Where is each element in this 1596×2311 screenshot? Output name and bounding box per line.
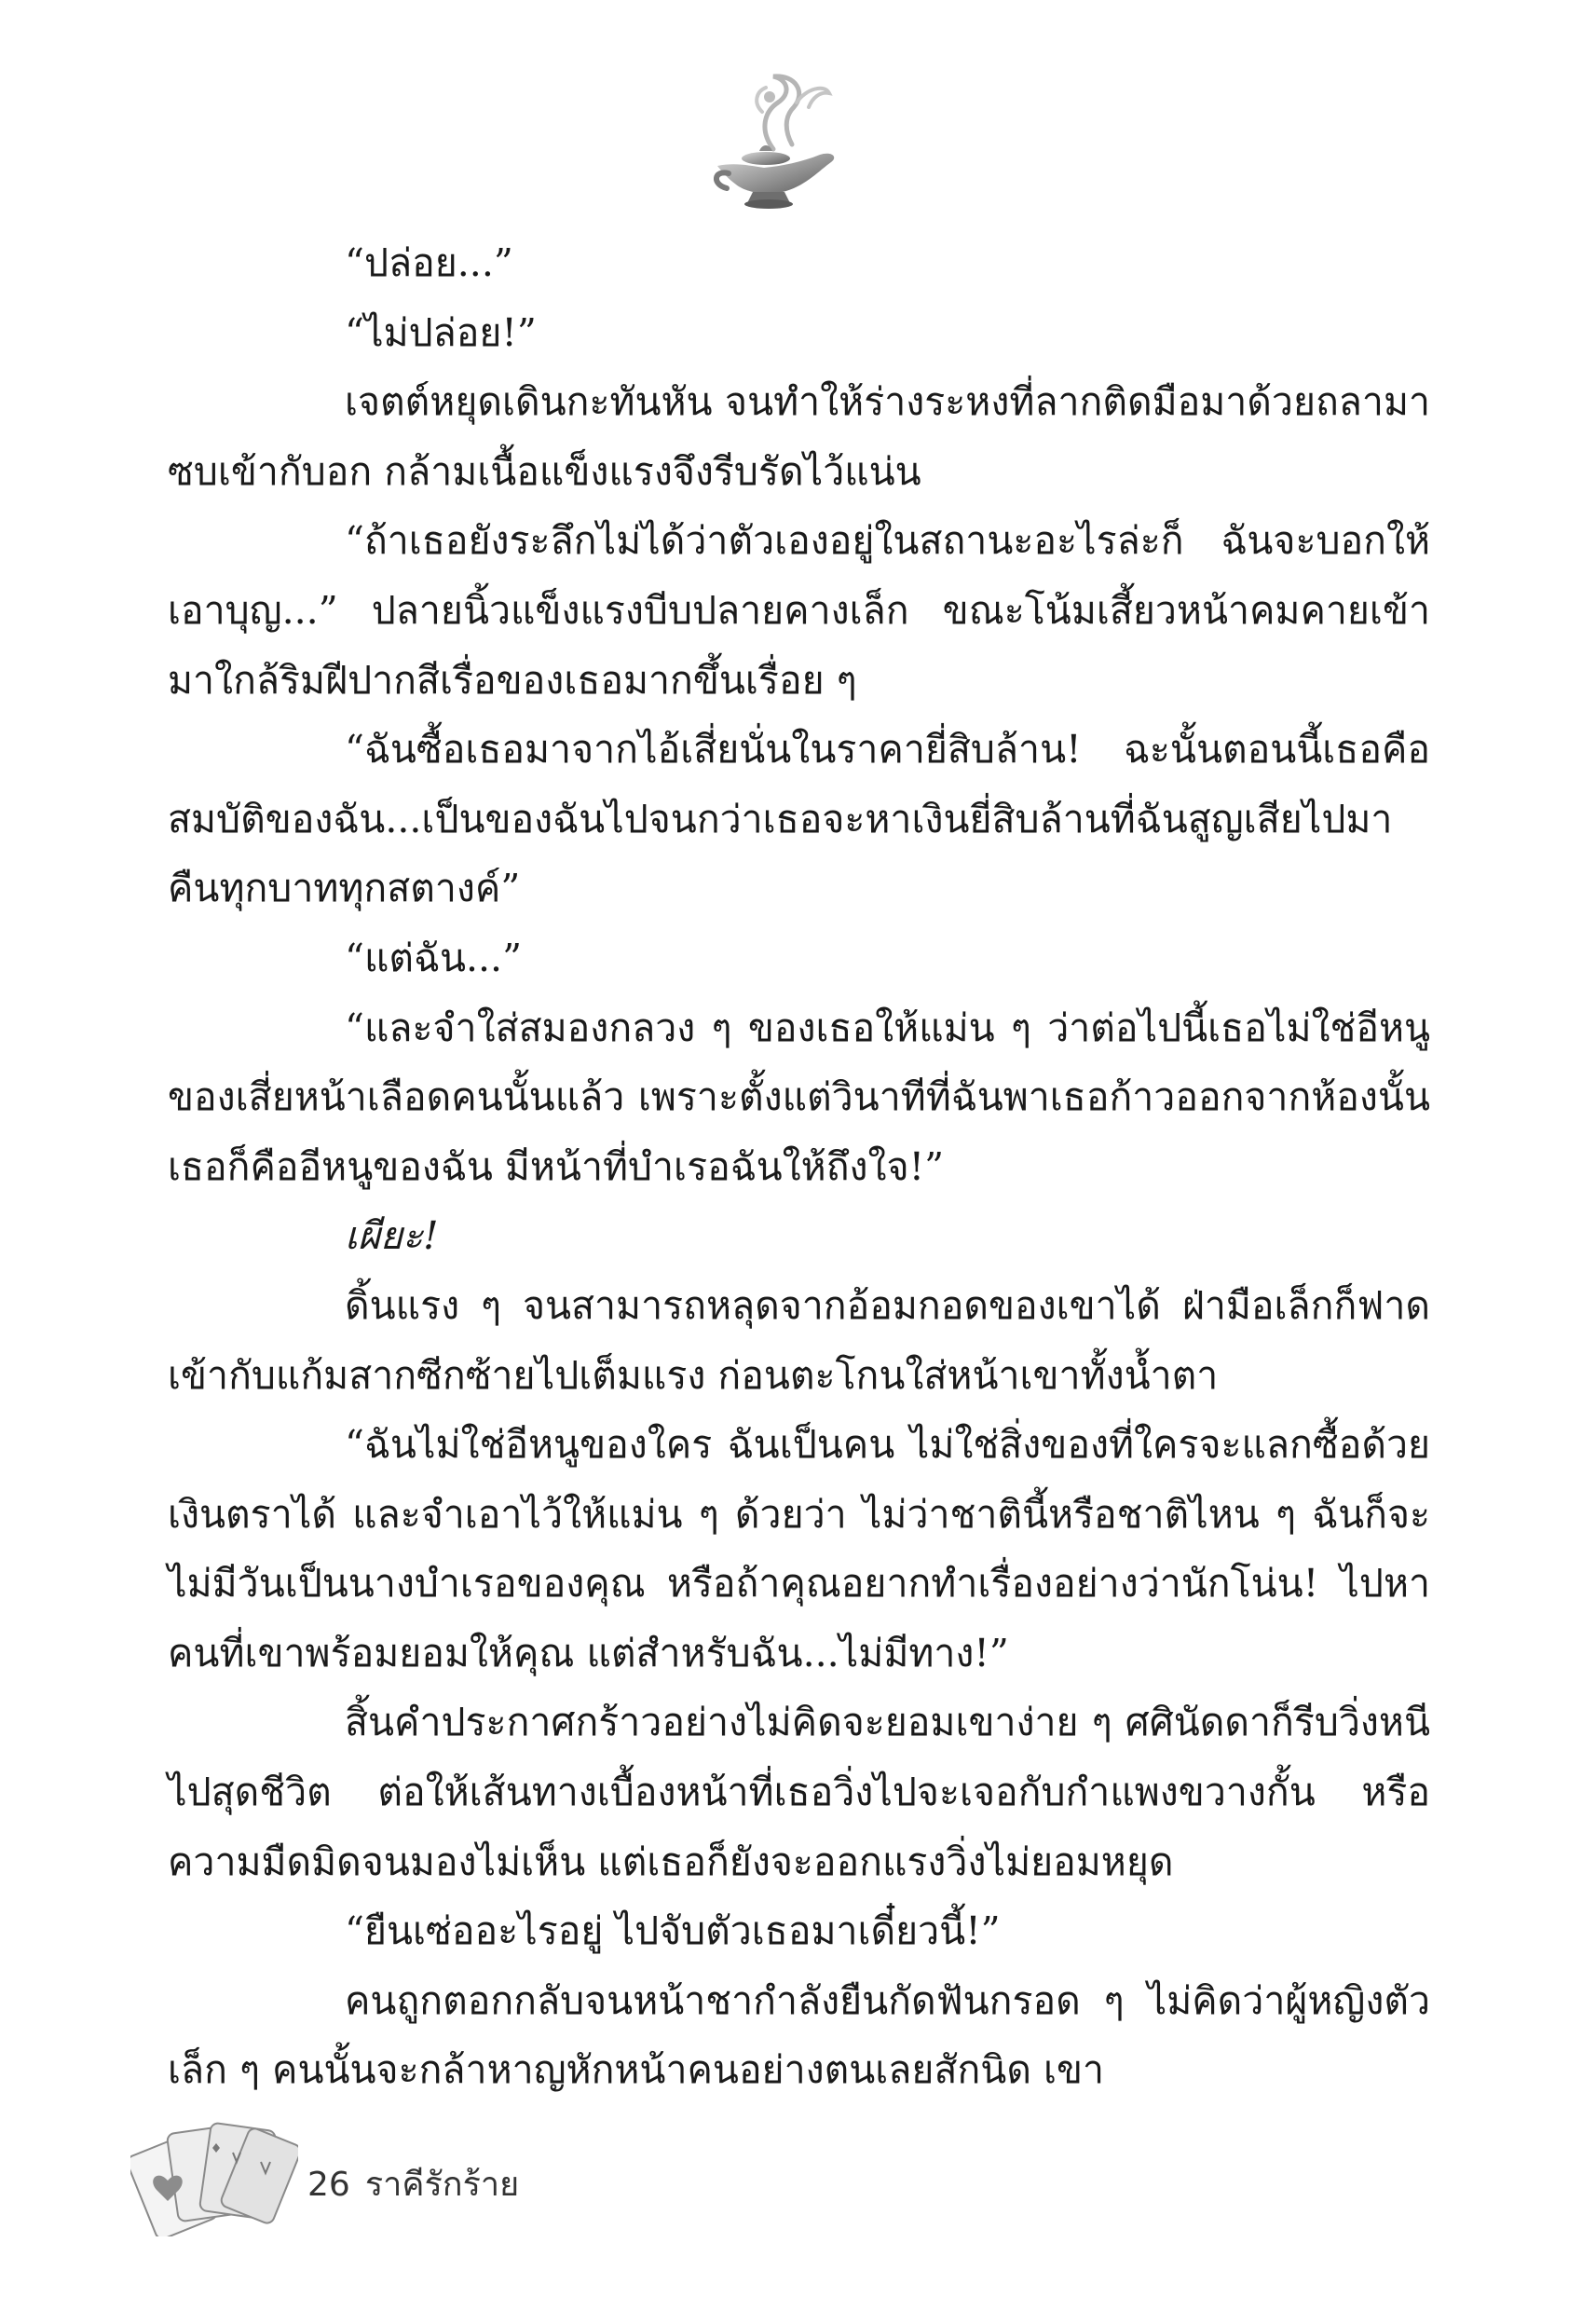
footer-text: [307, 2157, 534, 2210]
paragraph: “ฉันซื้อเธอมาจากไอ้เสี่ยนั่นในราคายี่สิบล้าน! ฉะนั้นตอนนี้เธอคือสมบัติของฉัน...เป็นของฉันไปจนกว่าเธอจะหาเงินยี่สิบล้านที่ฉันสูญเสียไปมาคืนทุกบาททุกสตางค์”: [168, 727, 1430, 911]
paragraph: ดิ้นแรง ๆ จนสามารถหลุดจากอ้อมกอดของเขาได้ ฝ่ามือเล็กก็ฟาดเข้ากับแก้มสากซีกซ้ายไปเต็มแรง ก่อนตะโกนใส่หน้าเขาทั้งน้ำตา: [168, 1282, 1430, 1398]
paragraph-sound-effect: เผียะ!: [345, 1213, 439, 1259]
paragraph: เจตต์หยุดเดินกะทันหัน จนทำให้ร่างระหงที่ลากติดมือมาด้วยถลามาซบเข้ากับอก กล้ามเนื้อแข็งแรงจึงรีบรัดไว้แน่น: [168, 379, 1430, 494]
paragraph: “ปล่อย...”: [345, 240, 513, 285]
paragraph: “ถ้าเธอยังระลึกไม่ได้ว่าตัวเองอยู่ในสถานะอะไรล่ะก็ ฉันจะบอกให้เอาบุญ...” ปลายนิ้วแข็งแรงบีบปลายคางเล็ก ขณะโน้มเสี้ยวหน้าคมคายเข้ามาใกล้ริมฝีปากสีเรื่อของเธอมากขึ้นเรื่อย ๆ: [168, 518, 1430, 703]
playing-cards-icon: [130, 2106, 298, 2236]
genie-lamp-icon: [708, 65, 848, 214]
paragraph: สิ้นคำประกาศกร้าวอย่างไม่คิดจะยอมเขาง่าย ๆ ศศินัดดาก็รีบวิ่งหนีไปสุดชีวิต ต่อให้เส้นทางเบื้องหน้าที่เธอวิ่งไปจะเจอกับกำแพงขวางกั้น หรือความมืดมิดจนมองไม่เห็น แต่เธอก็ยังจะออกแรงวิ่งไม่ยอมหยุด: [168, 1700, 1430, 1884]
paragraph: “ไม่ปล่อย!”: [345, 309, 537, 355]
body-text: [168, 228, 1430, 2105]
page-footer: [130, 2106, 689, 2255]
paragraph: “แต่ฉัน...”: [345, 935, 523, 980]
paragraph: “ฉันไม่ใช่อีหนูของใคร ฉันเป็นคน ไม่ใช่สิ่งของที่ใครจะแลกซื้อด้วยเงินตราได้ และจำเอาไว้ให้แม่น ๆ ด้วยว่า ไม่ว่าชาตินี้หรือชาติไหน ๆ ฉันก็จะไม่มีวันเป็นนางบำเรอของคุณ หรือถ้าคุณอยากทำเรื่องอย่างว่านักโน่น! ไปหาคนที่เขาพร้อมยอมให้คุณ แต่สำหรับฉัน...ไม่มีทาง!”: [168, 1422, 1430, 1675]
paragraph: “ยืนเซ่ออะไรอยู่ ไปจับตัวเธอมาเดี๋ยวนี้!”: [345, 1908, 1001, 1954]
book-title: ราคีรักร้าย: [364, 2166, 520, 2204]
paragraph: “และจำใส่สมองกลวง ๆ ของเธอให้แม่น ๆ ว่าต่อไปนี้เธอไม่ใช่อีหนูของเสี่ยหน้าเลือดคนนั้นแล้ว เพราะตั้งแต่วินาทีที่ฉันพาเธอก้าวออกจากห้องนั้น เธอก็คืออีหนูของฉัน มีหน้าที่บำเรอฉันให้ถึงใจ!”: [168, 1005, 1430, 1189]
page-number: 26: [307, 2166, 350, 2204]
paragraph: คนถูกตอกกลับจนหน้าชากำลังยืนกัดฟันกรอด ๆ ไม่คิดว่าผู้หญิงตัวเล็ก ๆ คนนั้นจะกล้าหาญหักหน้าคนอย่างตนเลยสักนิด เขา: [168, 1977, 1430, 2093]
